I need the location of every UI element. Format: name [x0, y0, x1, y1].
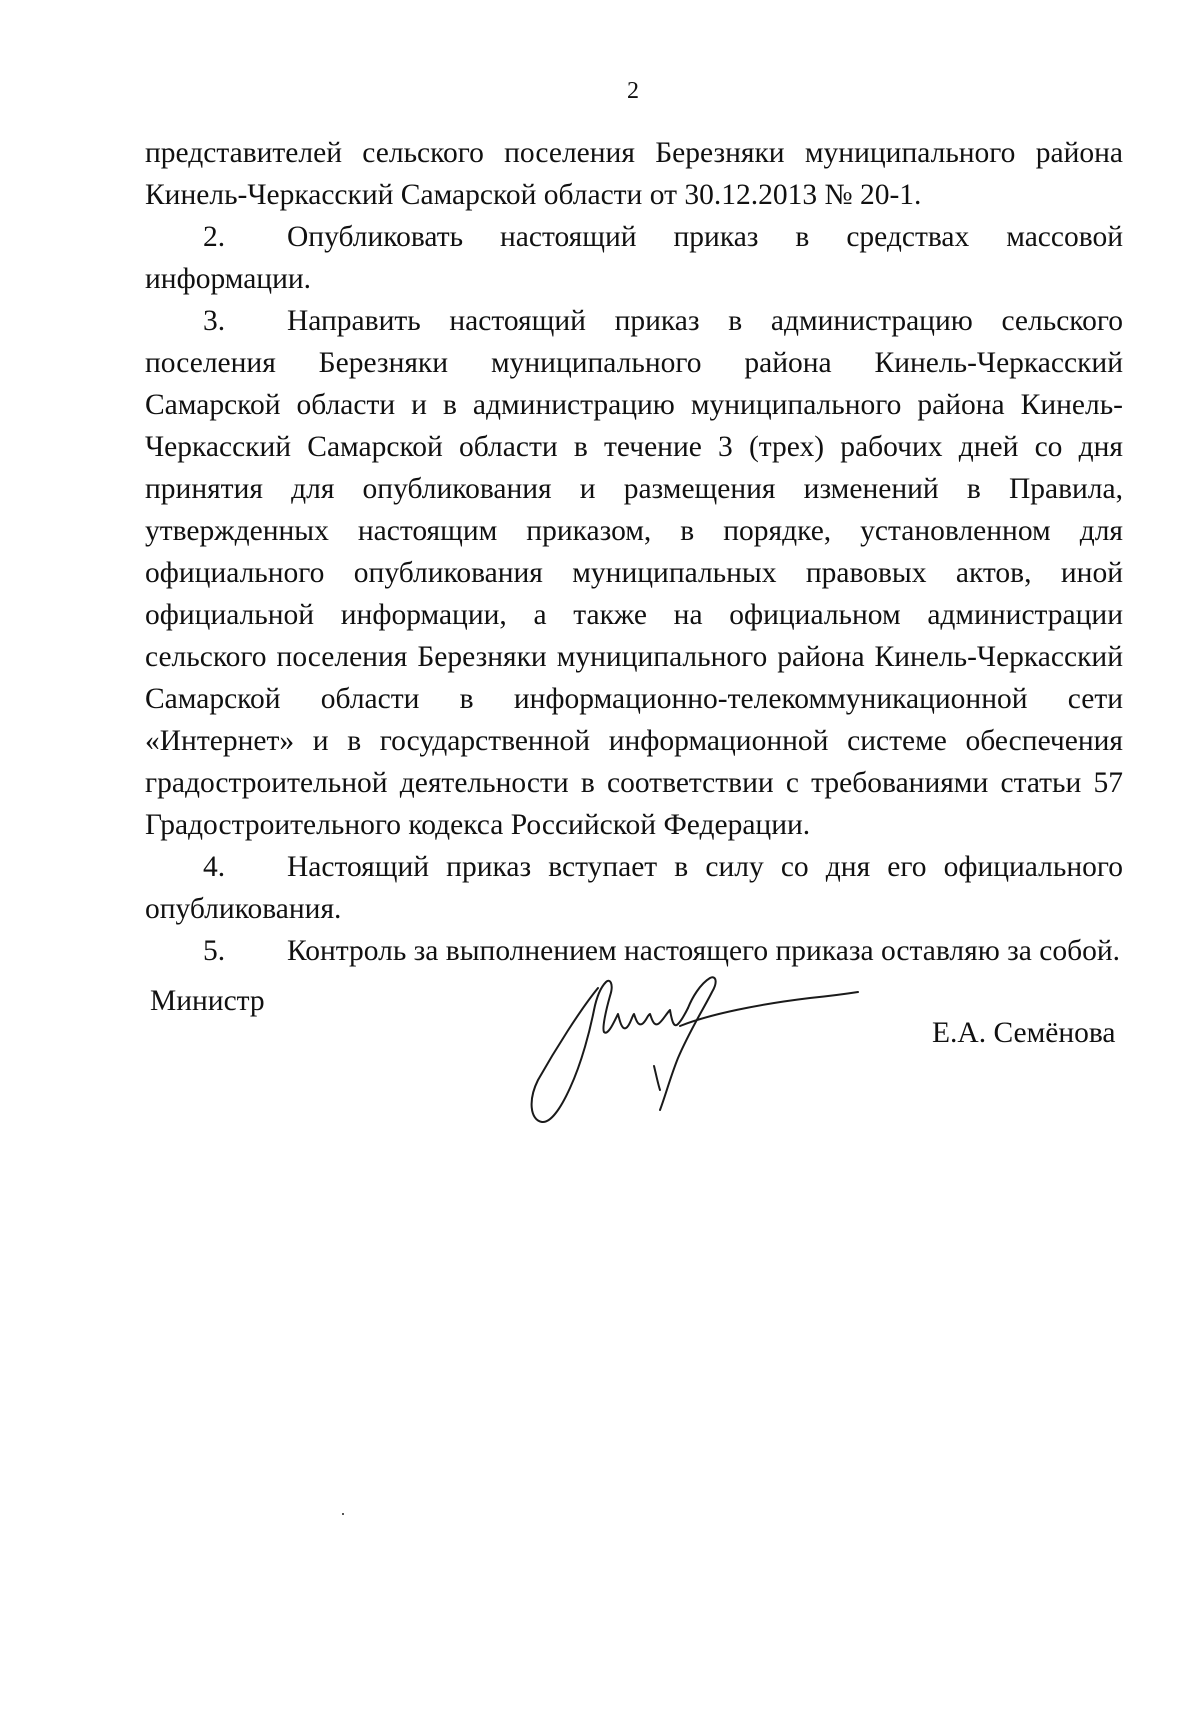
signatory-position: Министр	[150, 985, 265, 1017]
signatory-name: Е.А. Семёнова	[932, 1017, 1116, 1049]
item-number: 5.	[203, 935, 226, 967]
page-number: 2	[627, 78, 639, 104]
item-number: 3.	[203, 305, 226, 337]
continuation-paragraph: представителей сельского поселения Березняки муниципального района Кинель-Черкасский Самарской области от 30.12.2013 № 20-1.	[145, 137, 1123, 211]
item-text: Контроль за выполнением настоящего приказа оставляю за собой.	[287, 935, 1121, 967]
handwritten-signature	[520, 970, 865, 1130]
item-text: Направить настоящий приказ в администрацию сельского поселения Березняки муниципального района Кинель-Черкасский Самарской области и в администрацию муниципального района Кинель-Черкасский Самарской области в течение 3 (трех) рабочих дней со дня принятия для опубликования и размещения изменений в Правила, утвержденных настоящим приказом, в порядке, установленном для официального опубликования муниципальных правовых актов, иной официальной информации, а также на официальном администрации сельского поселения Березняки муниципального района Кинель-Черкасский Самарской области в информационно-телекоммуникационной сети «Интернет» и в государственной информационной системе обеспечения градостроительной деятельности в соответствии с требованиями статьи 57 Градостроительного кодекса Российской Федерации.	[145, 305, 1123, 841]
item-number: 2.	[203, 221, 226, 253]
item-text: Настоящий приказ вступает в силу со дня его официального опубликования.	[145, 851, 1123, 925]
item-text: Опубликовать настоящий приказ в средствах массовой информации.	[145, 221, 1123, 295]
scan-speck	[342, 1513, 344, 1515]
item-number: 4.	[203, 851, 226, 883]
